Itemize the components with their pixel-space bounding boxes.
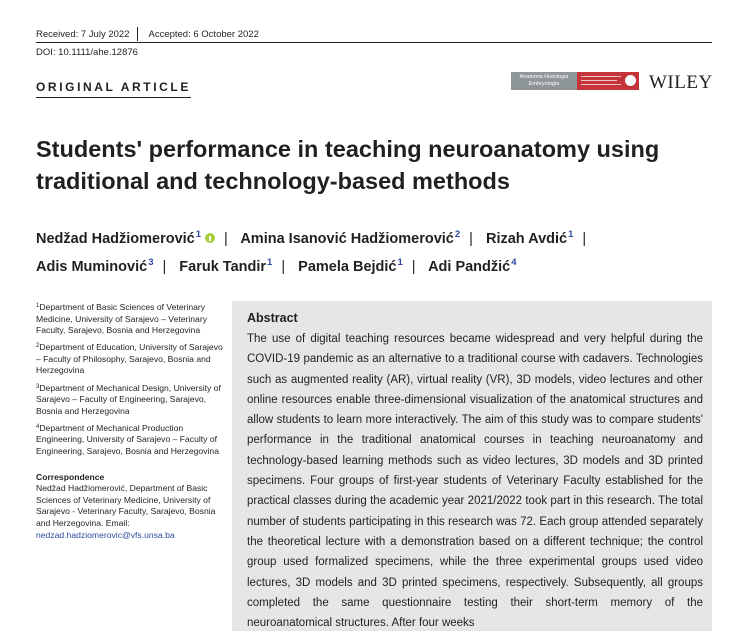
author-separator: | (162, 259, 167, 275)
article-title: Students' performance in teaching neuroanatomy using traditional and technology-based methods (36, 136, 660, 194)
received-accepted-line (36, 27, 259, 41)
affiliations-column (36, 301, 226, 541)
orcid-icon[interactable] (205, 233, 215, 243)
publisher-logo: WILEY (649, 72, 713, 93)
email-label: Email: (105, 518, 130, 528)
affiliation-number: 2 (36, 343, 40, 350)
affiliation-item (36, 301, 226, 337)
author-separator: | (582, 231, 587, 247)
correspondence-text: Nedžad Hadžiomerović, Department of Basic Sciences of Veterinary Medicine, University of Sarajevo - Veterinary Faculty, Sarajevo, Bosnia and Herzegovina. (36, 483, 216, 528)
abstract-heading: Abstract (247, 311, 298, 325)
doi[interactable]: DOI: 10.1111/ahe.12876 (36, 47, 138, 58)
article-type-label: ORIGINAL ARTICLE (36, 80, 191, 98)
affiliation-number: 1 (36, 303, 40, 309)
affiliation-number: 3 (36, 383, 40, 390)
header-rule (36, 42, 712, 43)
author-affiliation-ref[interactable]: 1 (568, 229, 574, 240)
author-affiliation-ref[interactable]: 1 (397, 257, 403, 268)
affiliation-text: Department of Mechanical Design, University of Sarajevo – Faculty of Engineering, Sarajevo, Bosnia and Herzegovina (36, 382, 221, 416)
received-date: Received: 7 July 2022 (36, 28, 130, 40)
abstract-box (232, 301, 712, 631)
logo-line (581, 76, 621, 77)
journal-logo (511, 72, 639, 90)
affiliation-text: Department of Mechanical Production Engineering, University of Sarajevo – Faculty of Engineering, Sarajevo, Bosnia and Herzegovina (36, 422, 219, 457)
abstract-text: The use of digital teaching resources became widespread and very helpful during the COVID-19 pandemic as an alternative to a traditional course with cadavers. Technologies such as augmented reality (AR), virtual reality (VR), 3D models, video lectures and other online resources enable three-dimensional visualization of the anatomical structures and allow students to learn more interactively. The aim of this study was to compare students' performance in the traditional anatomical courses in teaching neuroanatomy and technology-based learning methods such as video lectures, 3D models and 3D printed specimens. Four groups of first-year students of Veterinary Faculty established for the practical classes during the academic year 2021/2022 took part in this research. The total number of students participating in this research was 72. Each group attended separately the theoretical lecture with a demonstration based on a different technique; the control group used formalized specimens, while the three experimental groups used video lectures, 3D models and 3D printed specimens, respectively. Subsequently, all groups completed the same questionnaire testing their short-term memory of the neuroanatomical structures. After four weeks (247, 333, 703, 630)
journal-seal-icon (625, 75, 636, 86)
affiliation-item (36, 341, 226, 377)
correspondence-email-link[interactable]: nedzad.hadziomerovic@vfs.unsa.ba (36, 529, 175, 540)
logo-line (581, 84, 621, 85)
author-affiliation-ref[interactable]: 3 (148, 257, 154, 268)
author-separator: | (224, 231, 228, 247)
date-separator (137, 27, 138, 41)
correspondence-heading: Correspondence (36, 471, 105, 482)
author-affiliation-ref[interactable]: 2 (454, 229, 461, 240)
affiliation-text: Department of Education, University of Sarajevo – Faculty of Philosophy, Sarajevo, Bosnia and Herzegovina (36, 342, 223, 376)
author-name[interactable]: Adis Muminović (36, 259, 148, 275)
accepted-date: Accepted: 6 October 2022 (148, 28, 259, 40)
author-separator: | (469, 231, 473, 247)
author-affiliation-ref[interactable]: 1 (267, 257, 273, 268)
author-separator: | (281, 259, 286, 275)
journal-logo-red-band (577, 72, 639, 90)
author-name[interactable]: Adi Pandžić (428, 259, 511, 275)
author-affiliation-ref[interactable]: 1 (195, 229, 202, 240)
author-name[interactable]: Amina Isanović Hadžiomerović (240, 231, 454, 247)
author-name[interactable]: Faruk Tandir (179, 259, 267, 275)
author-name[interactable]: Nedžad Hadžiomerović (36, 231, 195, 247)
journal-name (511, 72, 577, 90)
author-name[interactable]: Pamela Bejdić (298, 259, 397, 275)
affiliation-number: 4 (36, 423, 40, 430)
author-name[interactable]: Rizah Avdić (485, 231, 568, 247)
correspondence-block (36, 483, 226, 541)
journal-name-line1: Anatomia Histologia (519, 74, 569, 80)
affiliation-item (36, 382, 226, 418)
author-separator: | (411, 259, 416, 275)
logo-line (581, 80, 617, 81)
affiliation-text: Department of Basic Sciences of Veterinary Medicine, University of Sarajevo – Veterinary Faculty, Sarajevo, Bosnia and Herzegovina (36, 302, 207, 336)
affiliation-item (36, 422, 226, 458)
author-affiliation-ref[interactable]: 4 (511, 257, 517, 268)
author-list (36, 223, 706, 279)
journal-name-line2: Embryologia (528, 81, 560, 87)
